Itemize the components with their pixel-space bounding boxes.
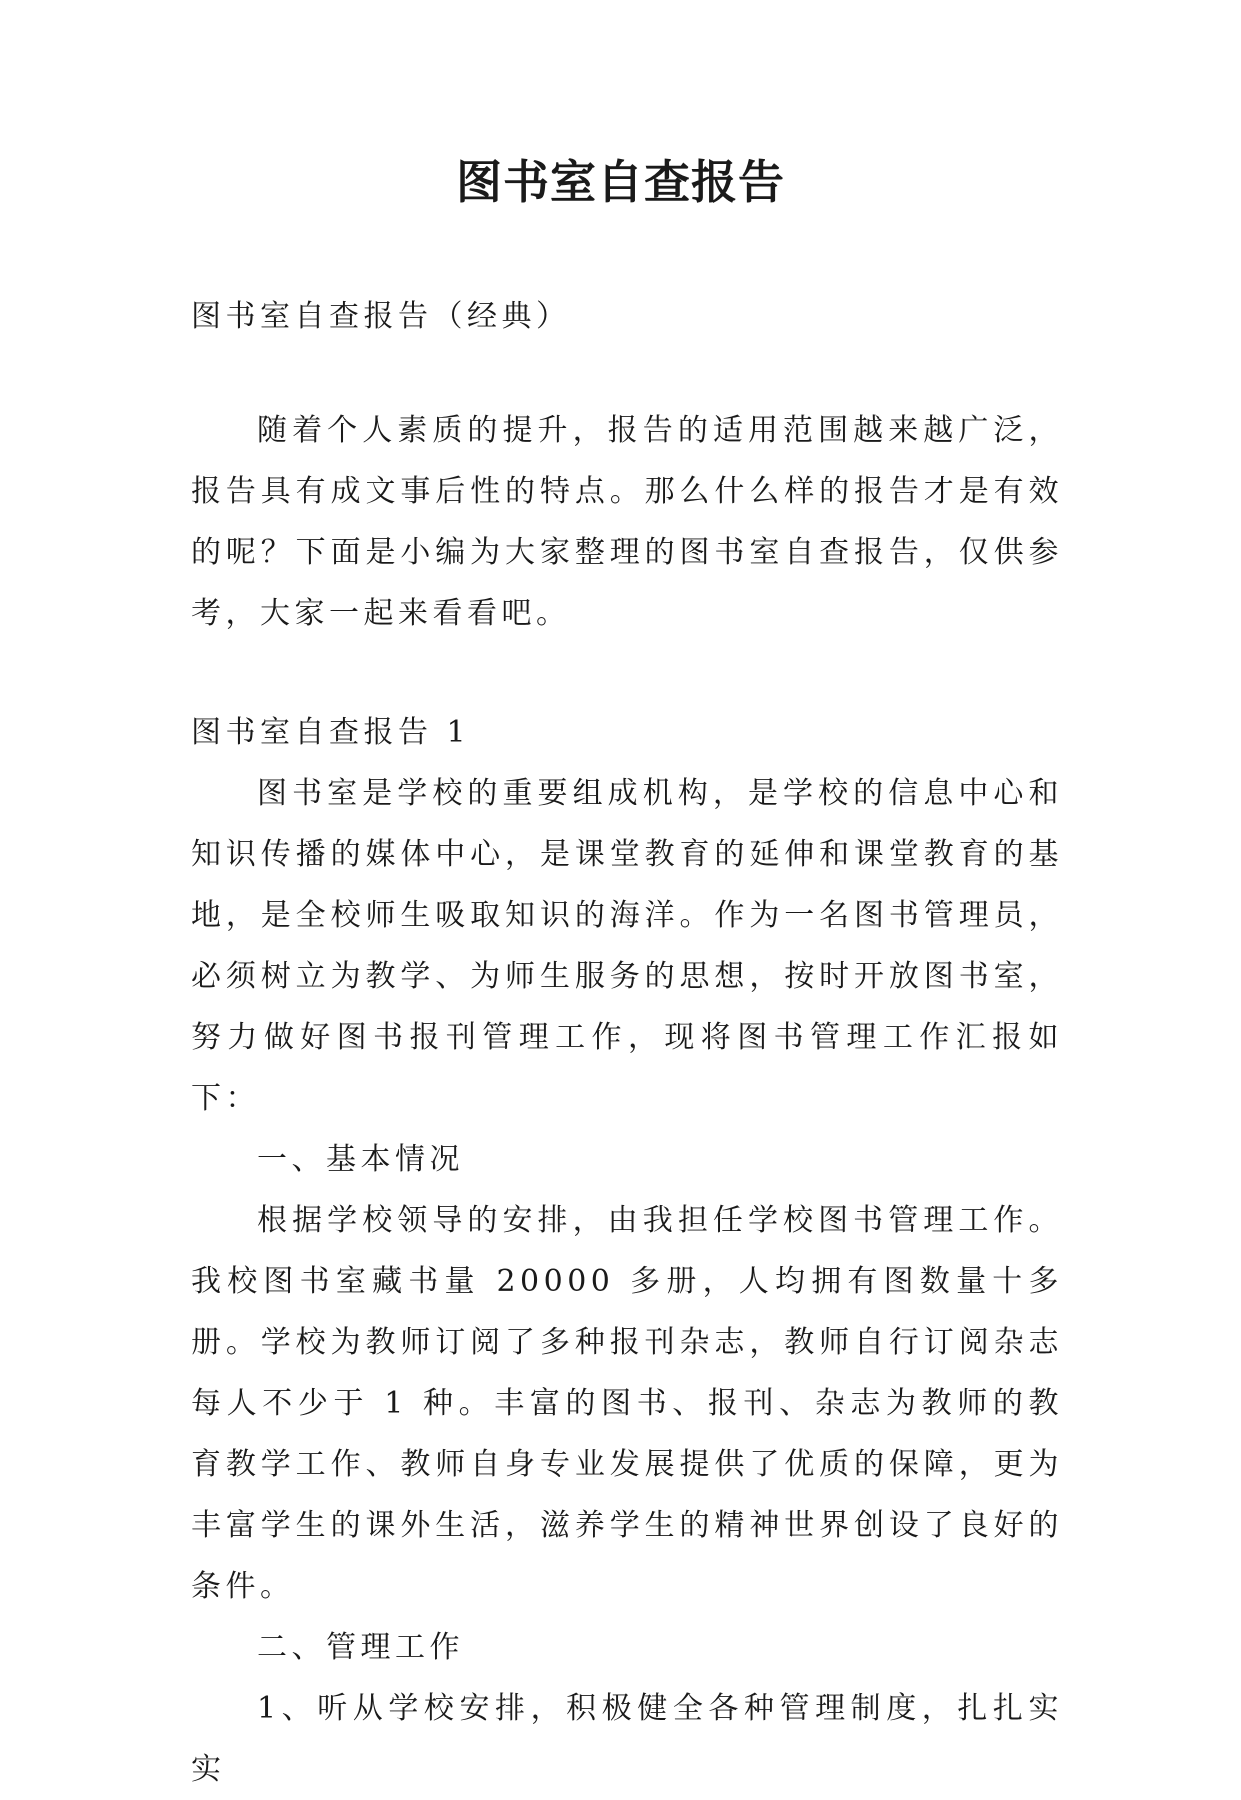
report-body bbox=[191, 763, 1063, 1800]
section-heading: 图书室自查报告 1 bbox=[191, 715, 471, 750]
intro-paragraph: 随着个人素质的提升，报告的适用范围越来越广泛，报告具有成文事后性的特点。那么什么样的报告才是有效的呢？下面是小编为大家整理的图书室自查报告，仅供参考，大家一起来看看吧。 bbox=[191, 413, 1063, 631]
heading-management-work: 二、管理工作 bbox=[257, 1630, 464, 1665]
heading-basic-situation: 一、基本情况 bbox=[257, 1142, 464, 1177]
body-paragraph-1: 图书室是学校的重要组成机构，是学校的信息中心和知识传播的媒体中心，是课堂教育的延伸和课堂教育的基地，是全校师生吸取知识的海洋。作为一名图书管理员，必须树立为教学、为师生服务的思想，按时开放图书室，努力做好图书报刊管理工作，现将图书管理工作汇报如下： bbox=[191, 776, 1063, 1116]
document-title: 图书室自查报告 bbox=[456, 155, 785, 209]
body-paragraph-2: 根据学校领导的安排，由我担任学校图书管理工作。我校图书室藏书量 20000 多册，人均拥有图数量十多册。学校为教师订阅了多种报刊杂志，教师自行订阅杂志每人不少于 1 种。丰富的图书、报刊、杂志为教师的教育教学工作、教师自身专业发展提供了优质的保障，更为丰富学生的课外生活，滋养学生的精神世界创设了良好的条件。 bbox=[191, 1203, 1063, 1604]
body-paragraph-3: 1、听从学校安排，积极健全各种管理制度，扎扎实实 bbox=[191, 1691, 1063, 1787]
document-subtitle: 图书室自查报告（经典） bbox=[191, 299, 571, 334]
